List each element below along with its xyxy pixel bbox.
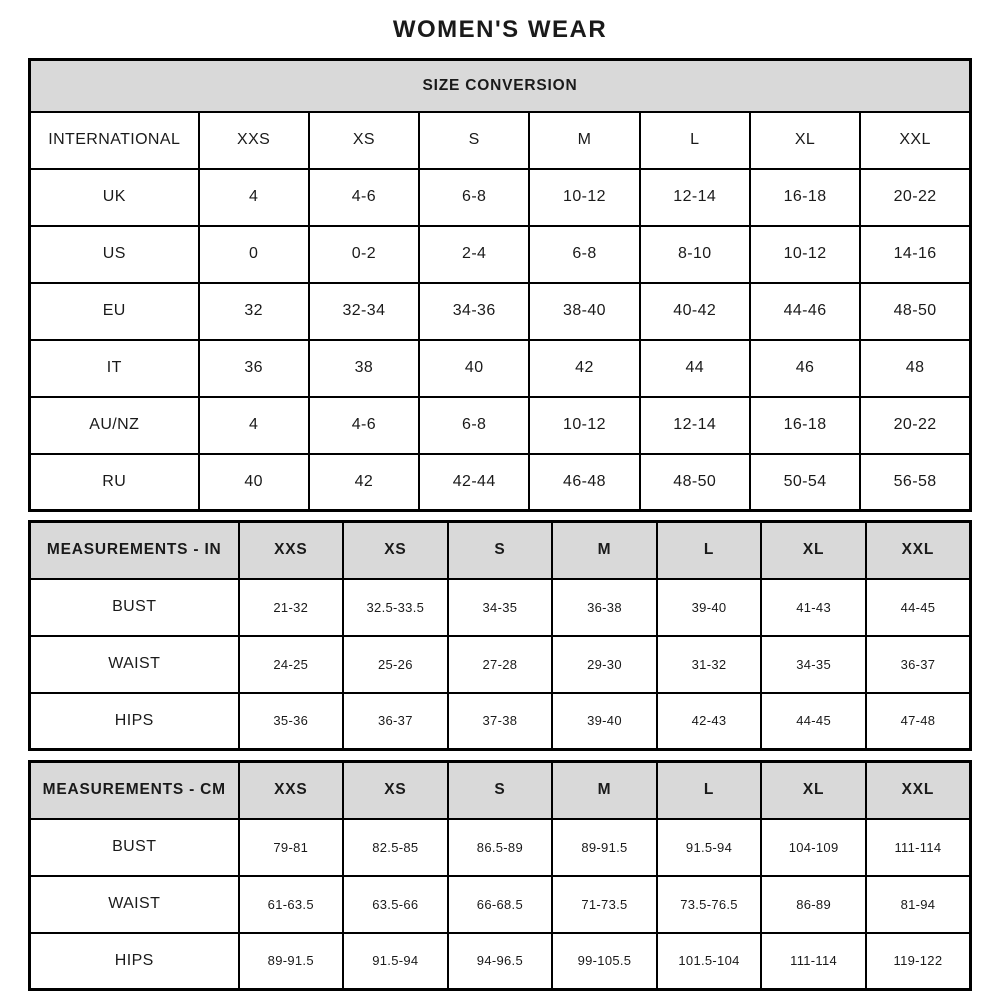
row-label-cell: HIPS	[30, 693, 239, 750]
value-cell: 40-42	[640, 283, 750, 340]
value-cell: 6-8	[529, 226, 639, 283]
value-cell: 38-40	[529, 283, 639, 340]
value-cell: 12-14	[640, 397, 750, 454]
value-cell: 31-32	[657, 636, 762, 693]
row-label-cell: RU	[30, 454, 199, 511]
value-cell: 48-50	[640, 454, 750, 511]
value-cell: 32-34	[309, 283, 419, 340]
row-label-cell: AU/NZ	[30, 397, 199, 454]
value-cell: 16-18	[750, 397, 860, 454]
value-cell: 44	[640, 340, 750, 397]
value-cell: 91.5-94	[343, 933, 448, 990]
size-conversion-size-header-cell: L	[640, 112, 750, 169]
measurements-cm-size-header-cell: XXL	[866, 762, 971, 819]
value-cell: 44-45	[761, 693, 866, 750]
page-title: WOMEN'S WEAR	[392, 16, 608, 43]
table-row	[30, 454, 971, 511]
measurements-cm-size-header-cell: M	[552, 762, 657, 819]
value-cell: 47-48	[866, 693, 971, 750]
table-row	[30, 169, 971, 226]
measurements-cm-header-label-cell: MEASUREMENTS - CM	[30, 762, 239, 819]
table-row	[30, 693, 971, 750]
value-cell: 6-8	[419, 169, 529, 226]
size-conversion-table	[28, 58, 972, 512]
value-cell: 10-12	[529, 169, 639, 226]
value-cell: 4-6	[309, 397, 419, 454]
value-cell: 27-28	[448, 636, 553, 693]
value-cell: 86.5-89	[448, 819, 553, 876]
value-cell: 46	[750, 340, 860, 397]
value-cell: 48	[860, 340, 970, 397]
value-cell: 14-16	[860, 226, 970, 283]
value-cell: 56-58	[860, 454, 970, 511]
value-cell: 63.5-66	[343, 876, 448, 933]
row-label-cell: UK	[30, 169, 199, 226]
value-cell: 32.5-33.5	[343, 579, 448, 636]
value-cell: 61-63.5	[239, 876, 344, 933]
size-conversion-size-header-cell: M	[529, 112, 639, 169]
value-cell: 42-44	[419, 454, 529, 511]
size-conversion-title-row	[30, 60, 971, 112]
value-cell: 4	[199, 169, 309, 226]
tables-container	[28, 58, 972, 991]
value-cell: 82.5-85	[343, 819, 448, 876]
value-cell: 34-35	[448, 579, 553, 636]
measurements-cm-size-header-cell: XL	[761, 762, 866, 819]
size-conversion-header-row	[30, 112, 971, 169]
table-row	[30, 579, 971, 636]
value-cell: 79-81	[239, 819, 344, 876]
value-cell: 34-35	[761, 636, 866, 693]
value-cell: 73.5-76.5	[657, 876, 762, 933]
value-cell: 40	[419, 340, 529, 397]
value-cell: 86-89	[761, 876, 866, 933]
value-cell: 20-22	[860, 169, 970, 226]
row-label-cell: WAIST	[30, 876, 239, 933]
table-row	[30, 340, 971, 397]
size-conversion-header-label-cell: INTERNATIONAL	[30, 112, 199, 169]
value-cell: 89-91.5	[239, 933, 344, 990]
row-label-cell: WAIST	[30, 636, 239, 693]
value-cell: 48-50	[860, 283, 970, 340]
row-label-cell: BUST	[30, 819, 239, 876]
value-cell: 101.5-104	[657, 933, 762, 990]
row-label-cell: BUST	[30, 579, 239, 636]
measurements-in-size-header-cell: M	[552, 522, 657, 579]
row-label-cell: IT	[30, 340, 199, 397]
size-conversion-size-header-cell: XXS	[199, 112, 309, 169]
value-cell: 40	[199, 454, 309, 511]
measurements-cm-header-row	[30, 762, 971, 819]
value-cell: 50-54	[750, 454, 860, 511]
table-row	[30, 819, 971, 876]
value-cell: 4-6	[309, 169, 419, 226]
value-cell: 35-36	[239, 693, 344, 750]
measurements-in-size-header-cell: XXS	[239, 522, 344, 579]
value-cell: 37-38	[448, 693, 553, 750]
size-conversion-title-cell: SIZE CONVERSION	[30, 60, 971, 112]
value-cell: 0	[199, 226, 309, 283]
table-row	[30, 876, 971, 933]
size-conversion-size-header-cell: XL	[750, 112, 860, 169]
table-row	[30, 226, 971, 283]
value-cell: 36-37	[866, 636, 971, 693]
value-cell: 39-40	[552, 693, 657, 750]
value-cell: 99-105.5	[552, 933, 657, 990]
measurements-cm-size-header-cell: XXS	[239, 762, 344, 819]
measurements-in-size-header-cell: S	[448, 522, 553, 579]
measurements-in-size-header-cell: L	[657, 522, 762, 579]
value-cell: 104-109	[761, 819, 866, 876]
value-cell: 25-26	[343, 636, 448, 693]
measurements-cm-table	[28, 760, 972, 991]
value-cell: 21-32	[239, 579, 344, 636]
value-cell: 16-18	[750, 169, 860, 226]
measurements-in-size-header-cell: XS	[343, 522, 448, 579]
row-label-cell: HIPS	[30, 933, 239, 990]
table-row	[30, 636, 971, 693]
value-cell: 44-46	[750, 283, 860, 340]
value-cell: 89-91.5	[552, 819, 657, 876]
value-cell: 20-22	[860, 397, 970, 454]
measurements-in-header-label-cell: MEASUREMENTS - IN	[30, 522, 239, 579]
measurements-cm-size-header-cell: XS	[343, 762, 448, 819]
value-cell: 6-8	[419, 397, 529, 454]
value-cell: 42-43	[657, 693, 762, 750]
value-cell: 0-2	[309, 226, 419, 283]
value-cell: 8-10	[640, 226, 750, 283]
row-label-cell: US	[30, 226, 199, 283]
value-cell: 41-43	[761, 579, 866, 636]
value-cell: 12-14	[640, 169, 750, 226]
value-cell: 81-94	[866, 876, 971, 933]
value-cell: 4	[199, 397, 309, 454]
size-conversion-size-header-cell: S	[419, 112, 529, 169]
table-row	[30, 397, 971, 454]
value-cell: 38	[309, 340, 419, 397]
measurements-in-size-header-cell: XXL	[866, 522, 971, 579]
value-cell: 119-122	[866, 933, 971, 990]
value-cell: 32	[199, 283, 309, 340]
value-cell: 111-114	[866, 819, 971, 876]
value-cell: 42	[529, 340, 639, 397]
measurements-cm-size-header-cell: S	[448, 762, 553, 819]
value-cell: 71-73.5	[552, 876, 657, 933]
value-cell: 36	[199, 340, 309, 397]
table-row	[30, 283, 971, 340]
value-cell: 66-68.5	[448, 876, 553, 933]
size-conversion-size-header-cell: XS	[309, 112, 419, 169]
value-cell: 42	[309, 454, 419, 511]
value-cell: 39-40	[657, 579, 762, 636]
value-cell: 24-25	[239, 636, 344, 693]
measurements-in-table	[28, 520, 972, 751]
measurements-cm-size-header-cell: L	[657, 762, 762, 819]
value-cell: 36-37	[343, 693, 448, 750]
value-cell: 111-114	[761, 933, 866, 990]
measurements-in-size-header-cell: XL	[761, 522, 866, 579]
value-cell: 94-96.5	[448, 933, 553, 990]
value-cell: 34-36	[419, 283, 529, 340]
value-cell: 2-4	[419, 226, 529, 283]
value-cell: 29-30	[552, 636, 657, 693]
table-row	[30, 933, 971, 990]
value-cell: 91.5-94	[657, 819, 762, 876]
value-cell: 10-12	[750, 226, 860, 283]
value-cell: 46-48	[529, 454, 639, 511]
measurements-in-header-row	[30, 522, 971, 579]
row-label-cell: EU	[30, 283, 199, 340]
size-conversion-size-header-cell: XXL	[860, 112, 970, 169]
value-cell: 44-45	[866, 579, 971, 636]
value-cell: 36-38	[552, 579, 657, 636]
value-cell: 10-12	[529, 397, 639, 454]
